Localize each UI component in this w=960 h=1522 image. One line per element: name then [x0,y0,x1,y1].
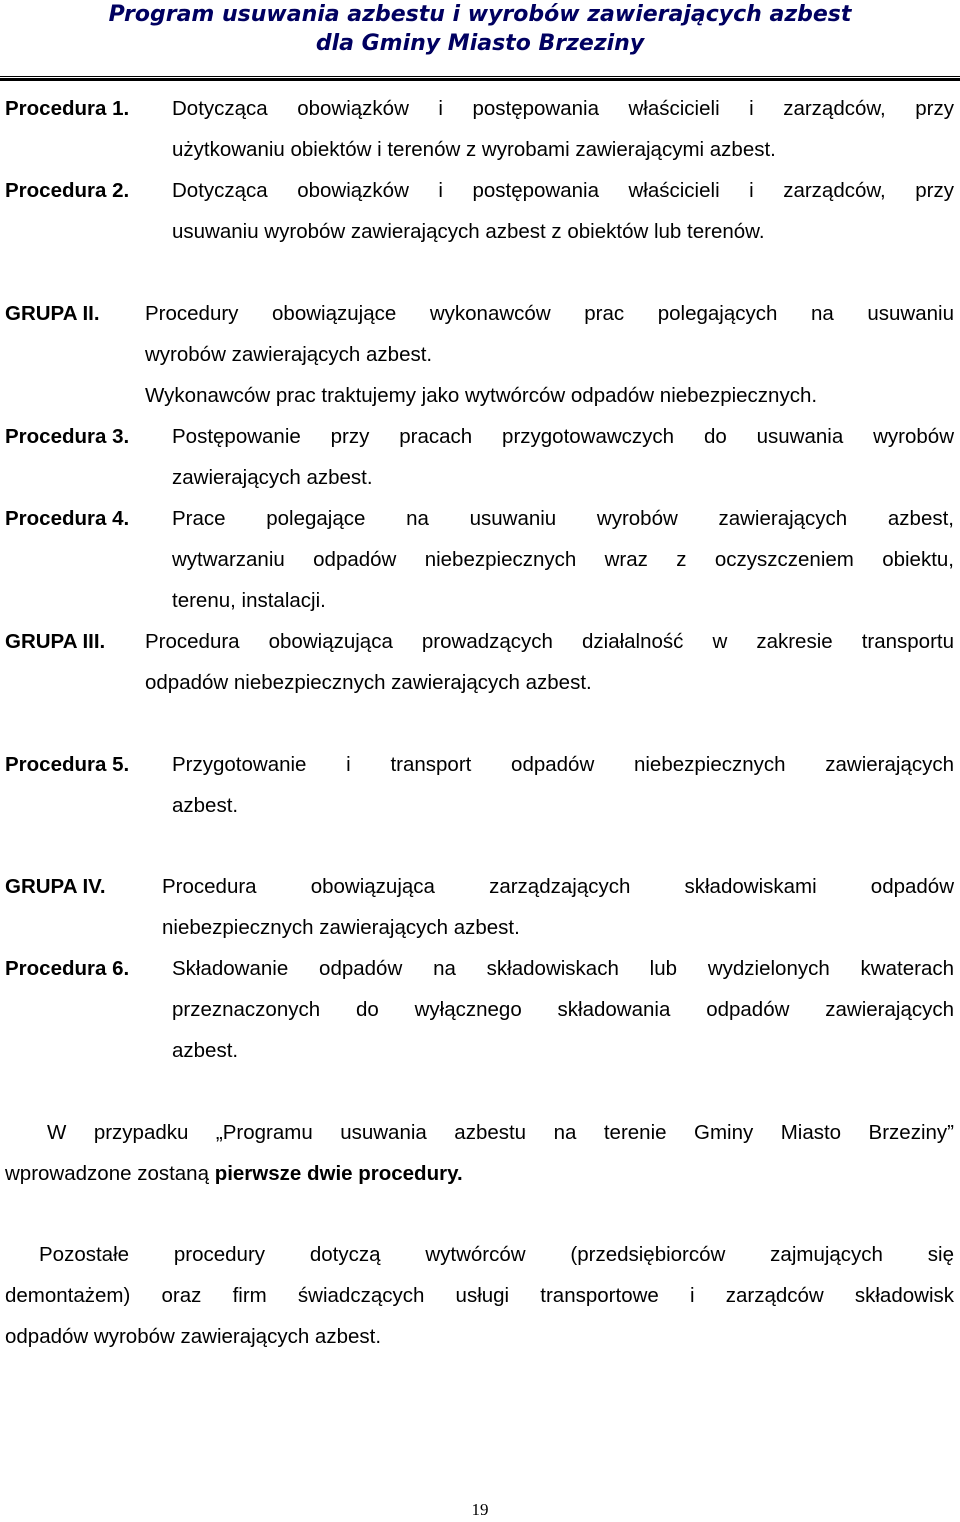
procedure-6-text-line3: azbest. [172,1039,239,1062]
group-3-label: GRUPA III. [5,630,106,653]
remaining-procedures-line1: Pozostałe procedury dotyczą wytwórców (przedsiębiorców zajmujących się [39,1243,954,1266]
page-number: 19 [471,1500,489,1519]
header-divider-thick [0,78,960,81]
remaining-procedures-line3: odpadów wyrobów zawierających azbest. [5,1325,382,1348]
group-2-text-line1: Procedury obowiązujące wykonawców prac polegających na usuwaniu [145,302,954,325]
procedure-3-text-line2: zawierających azbest. [172,466,373,489]
group-4-text-line1: Procedura obowiązująca zarządzających składowiskami odpadów [162,875,954,898]
procedure-1-label: Procedura 1. [5,97,130,120]
procedure-1-text-line2: użytkowaniu obiektów i terenów z wyrobami zawierającymi azbest. [172,138,776,161]
header-title-line1: Program usuwania azbestu i wyrobów zawierających azbest [108,2,852,27]
group-4-label: GRUPA IV. [5,875,106,898]
procedure-2-label: Procedura 2. [5,179,130,202]
procedure-5-label: Procedura 5. [5,753,130,776]
summary-paragraph-line1: W przypadku „Programu usuwania azbestu na terenie Gminy Miasto Brzeziny” [47,1121,954,1144]
procedure-4-label: Procedura 4. [5,507,130,530]
procedure-3-text-line1: Postępowanie przy pracach przygotowawczych do usuwania wyrobów [172,425,954,448]
group-3-text-line2: odpadów niebezpiecznych zawierających azbest. [145,671,592,694]
procedure-6-label: Procedura 6. [5,957,130,980]
procedure-4-text-line3: terenu, instalacji. [172,589,326,612]
procedure-6-text-line2: przeznaczonych do wyłącznego składowania odpadów zawierających [172,998,954,1021]
summary-paragraph-emphasis: pierwsze dwie procedury. [214,1162,463,1185]
procedure-2-text-line1: Dotycząca obowiązków i postępowania właścicieli i zarządców, przy [172,179,954,202]
procedure-6-text-line1: Składowanie odpadów na składowiskach lub wydzielonych kwaterach [172,957,954,980]
procedure-4-text-line1: Prace polegające na usuwaniu wyrobów zawierających azbest, [172,507,954,530]
group-2-text-line3: Wykonawców prac traktujemy jako wytwórców odpadów niebezpiecznych. [145,384,818,407]
procedure-3-label: Procedura 3. [5,425,130,448]
procedure-4-text-line2: wytwarzaniu odpadów niebezpiecznych wraz z oczyszczeniem obiektu, [172,548,954,571]
procedure-5-text-line2: azbest. [172,794,239,817]
group-4-text-line2: niebezpiecznych zawierających azbest. [162,916,520,939]
header-divider-thin [0,76,960,77]
group-2-text-line2: wyrobów zawierających azbest. [145,343,433,366]
procedure-2-text-line2: usuwaniu wyrobów zawierających azbest z obiektów lub terenów. [172,220,765,243]
procedure-1-text-line1: Dotycząca obowiązków i postępowania właścicieli i zarządców, przy [172,97,954,120]
header-title-line2: dla Gminy Miasto Brzeziny [315,31,645,56]
summary-paragraph-line2-text: wprowadzone zostaną [5,1162,215,1185]
summary-paragraph-line2 [5,1153,463,1194]
remaining-procedures-line2: demontażem) oraz firm świadczących usługi transportowe i zarządców składowisk [5,1284,954,1307]
procedure-5-text-line1: Przygotowanie i transport odpadów niebezpiecznych zawierających [172,753,954,776]
group-2-label: GRUPA II. [5,302,100,325]
group-3-text-line1: Procedura obowiązująca prowadzących działalność w zakresie transportu [145,630,954,653]
